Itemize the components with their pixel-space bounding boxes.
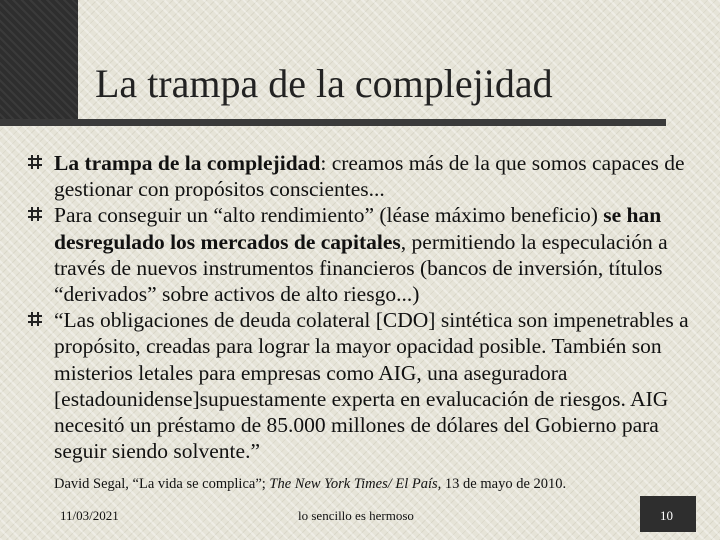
citation-text: David Segal, “La vida se complica”;	[54, 476, 270, 492]
hash-bullet-icon	[28, 155, 42, 169]
slide-title: La trampa de la complejidad	[95, 61, 553, 106]
bullet-text: : creamos más de la que somos capaces de gestionar con propósitos conscientes...	[54, 151, 685, 202]
bullet-text: “Las obligaciones de deuda colateral [CDO] sintética son impenetrables a propósito, creadas para lograr la mayor opacidad posible. También son misterios letales para empresas como AIG, una aseguradora [estadounidense]supuestamente experta en evalucación de riesgos. AIG necesitó un préstamo de 85.000 millones de dólares del Gobierno para seguir siendo solvente.”	[54, 308, 689, 464]
citation-source: The New York Times/ El País,	[269, 476, 442, 492]
bullet-item	[30, 307, 690, 464]
bullet-bold-text: se han desregulado los mercados de capitales	[54, 203, 662, 254]
bullet-list	[30, 150, 690, 464]
hash-bullet-icon	[28, 312, 42, 326]
bullet-text: Para conseguir un “alto rendimiento” (léase máximo beneficio)	[54, 203, 604, 228]
hash-bullet-icon	[28, 207, 42, 221]
footer-date: 11/03/2021	[60, 508, 119, 523]
bullet-item	[30, 202, 690, 307]
footer-center-text: lo sencillo es hermoso	[298, 508, 414, 523]
citation	[54, 476, 566, 493]
decorative-side-bar	[0, 0, 78, 124]
citation-date: 13 de mayo de 2010.	[441, 476, 567, 492]
page-number: 10	[660, 508, 673, 523]
bullet-bold-lead: La trampa de la complejidad	[54, 151, 321, 175]
bullet-text: , permitiendo la especulación a través de nuevos instrumentos financieros (bancos de inversión, títulos “derivados” sobre activos de alto riesgo...)	[54, 229, 668, 307]
bullet-item	[30, 150, 690, 202]
title-underline-rule	[0, 119, 666, 126]
